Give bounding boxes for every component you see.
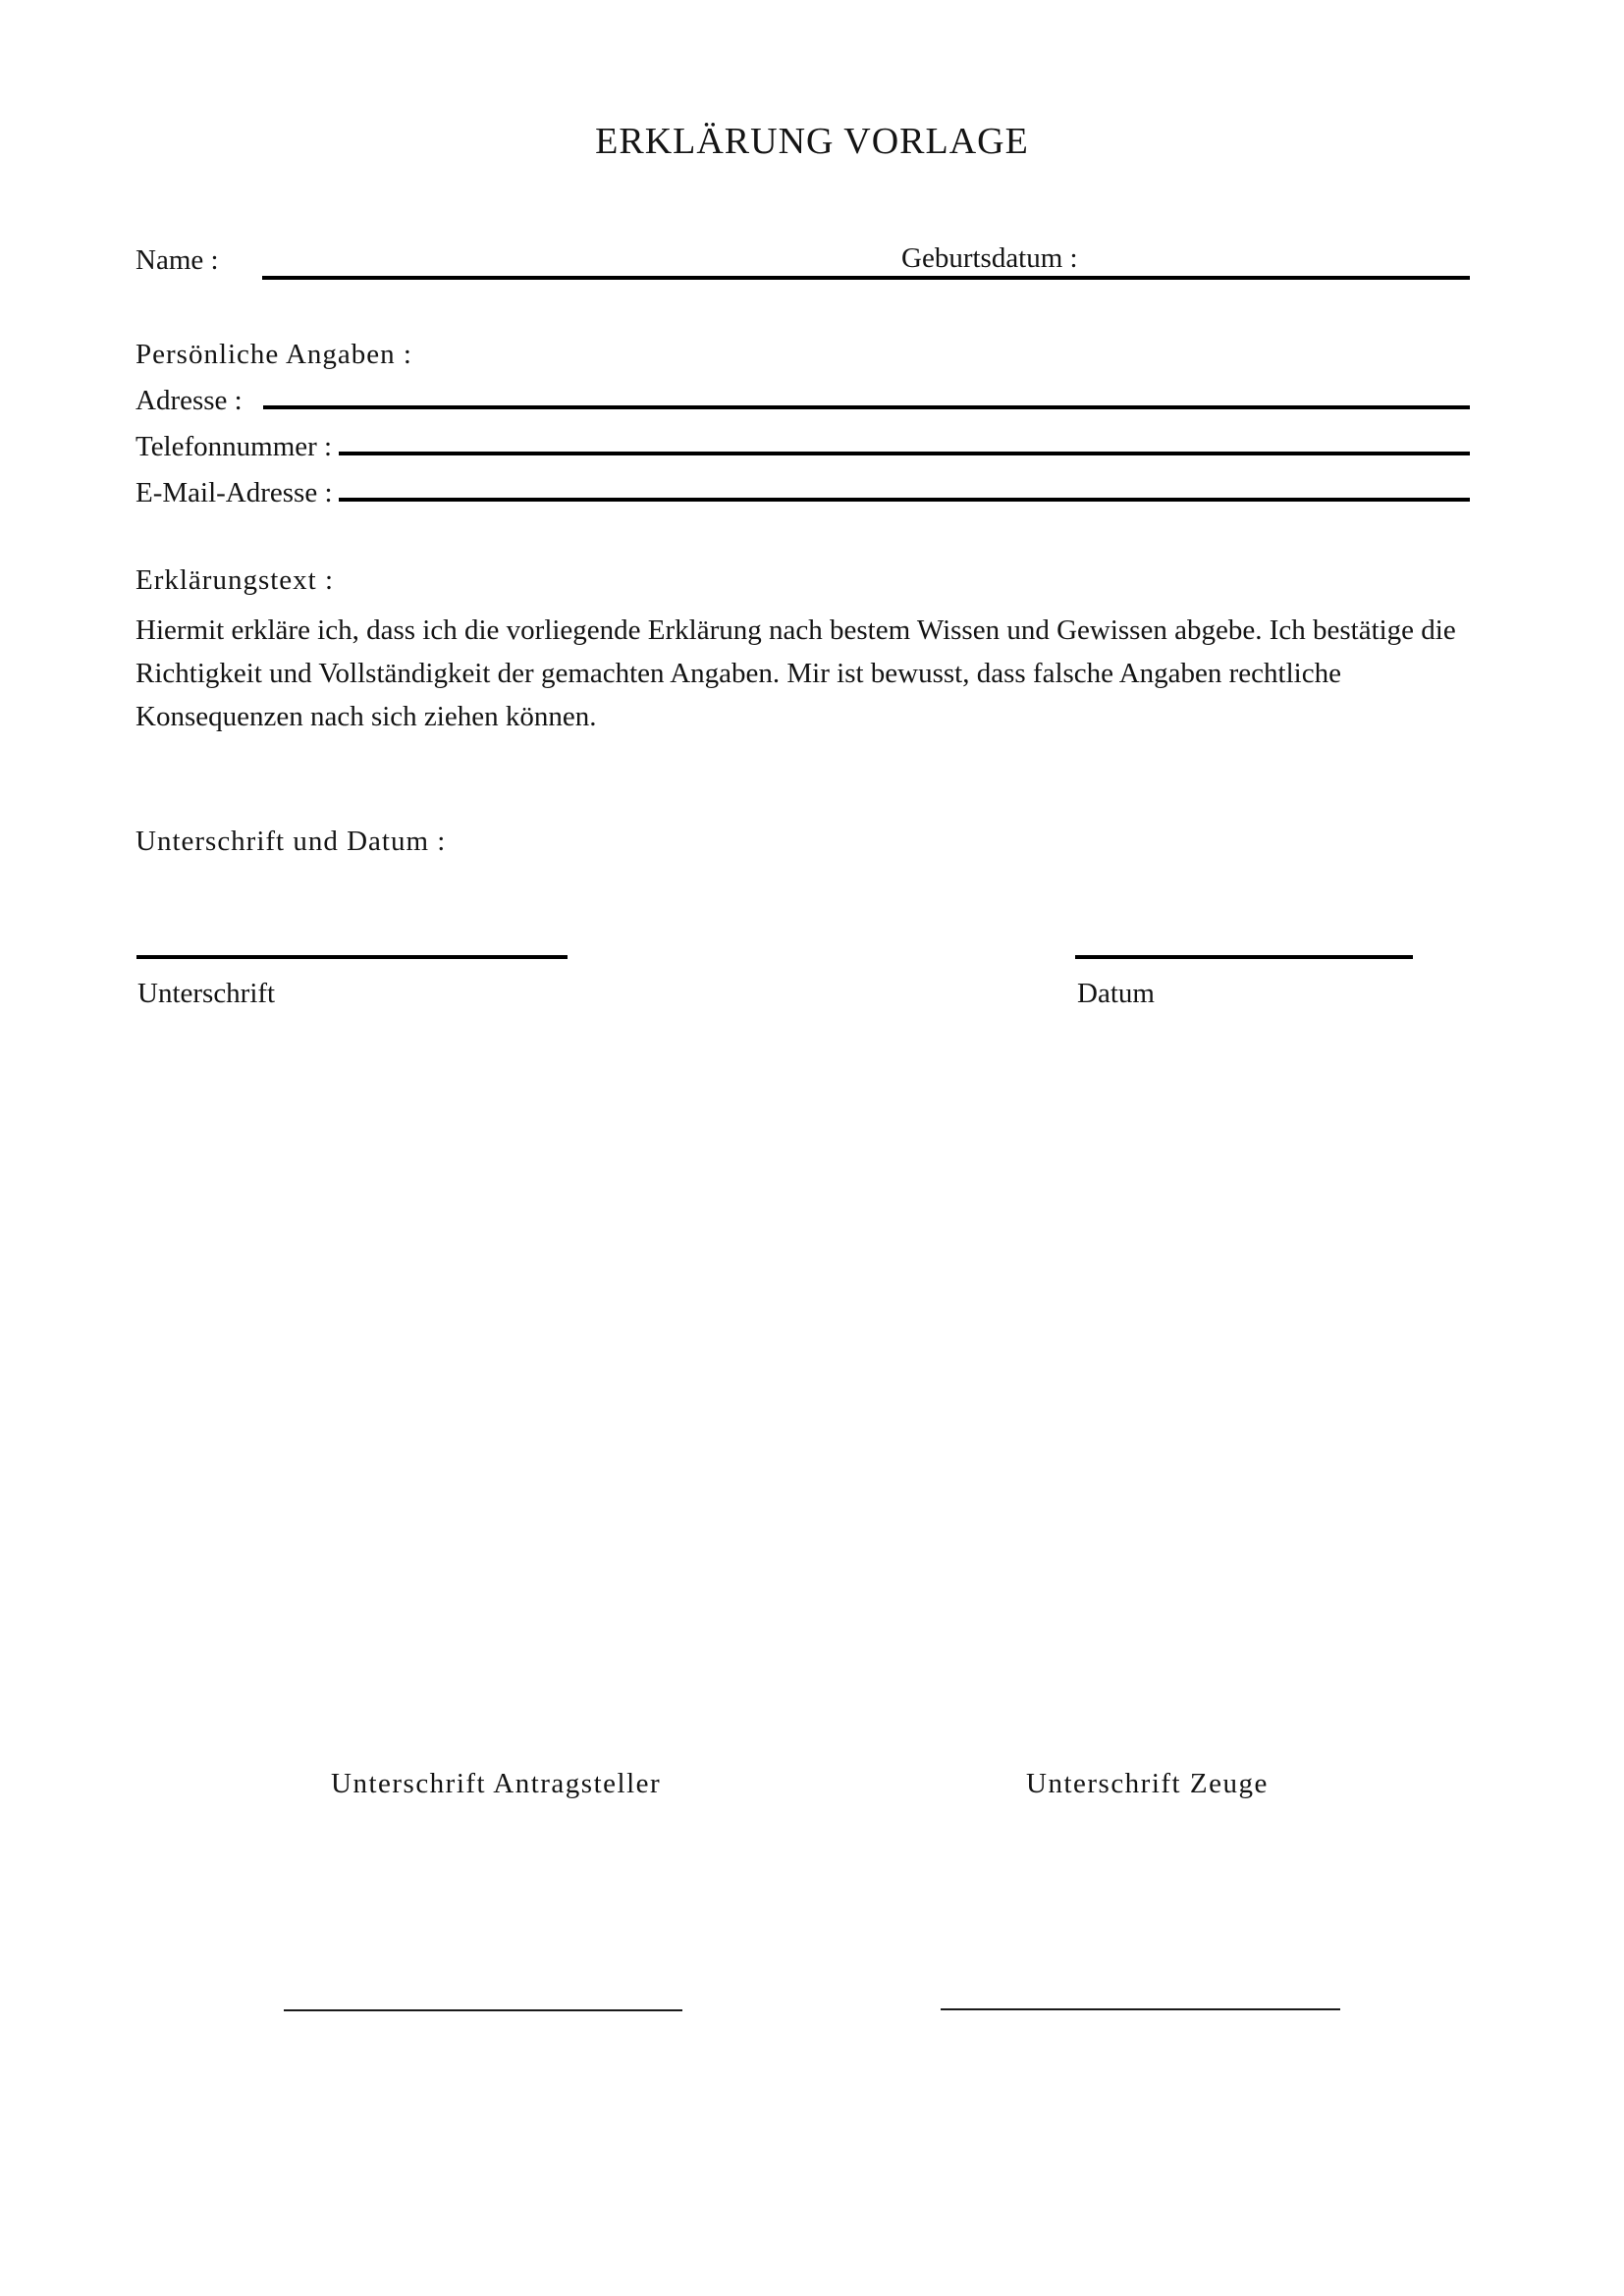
personal-data-heading: Persönliche Angaben : (135, 339, 412, 370)
name-label: Name : (135, 244, 219, 276)
witness-signature-caption: Unterschrift Zeuge (1026, 1768, 1269, 1799)
date-caption: Datum (1077, 978, 1155, 1009)
applicant-signature-line (284, 2009, 682, 2011)
date-line (1075, 955, 1413, 959)
name-fill-in-line (262, 276, 1470, 280)
witness-signature-line (941, 2008, 1340, 2010)
declaration-line-2: Richtigkeit und Vollständigkeit der gemachten Angaben. Mir ist bewusst, dass falsche Angaben rechtliche (135, 658, 1341, 689)
birthdate-label: Geburtsdatum : (901, 242, 1078, 274)
page-title: ERKLÄRUNG VORLAGE (595, 121, 1029, 162)
declaration-heading: Erklärungstext : (135, 564, 335, 596)
signature-date-heading: Unterschrift und Datum : (135, 826, 447, 857)
email-fill-in-line (339, 498, 1470, 502)
email-label: E-Mail-Adresse : (135, 477, 333, 508)
phone-label: Telefonnummer : (135, 431, 333, 462)
address-fill-in-line (263, 405, 1470, 409)
declaration-paragraph (135, 609, 1510, 738)
phone-fill-in-line (339, 452, 1470, 455)
applicant-signature-caption: Unterschrift Antragsteller (331, 1768, 662, 1799)
address-label: Adresse : (135, 385, 243, 416)
signature-caption: Unterschrift (137, 978, 276, 1009)
signature-line (136, 955, 568, 959)
declaration-line-3: Konsequenzen nach sich ziehen können. (135, 701, 597, 732)
declaration-line-1: Hiermit erkläre ich, dass ich die vorliegende Erklärung nach bestem Wissen und Gewissen abgebe. Ich bestätige die (135, 614, 1456, 646)
